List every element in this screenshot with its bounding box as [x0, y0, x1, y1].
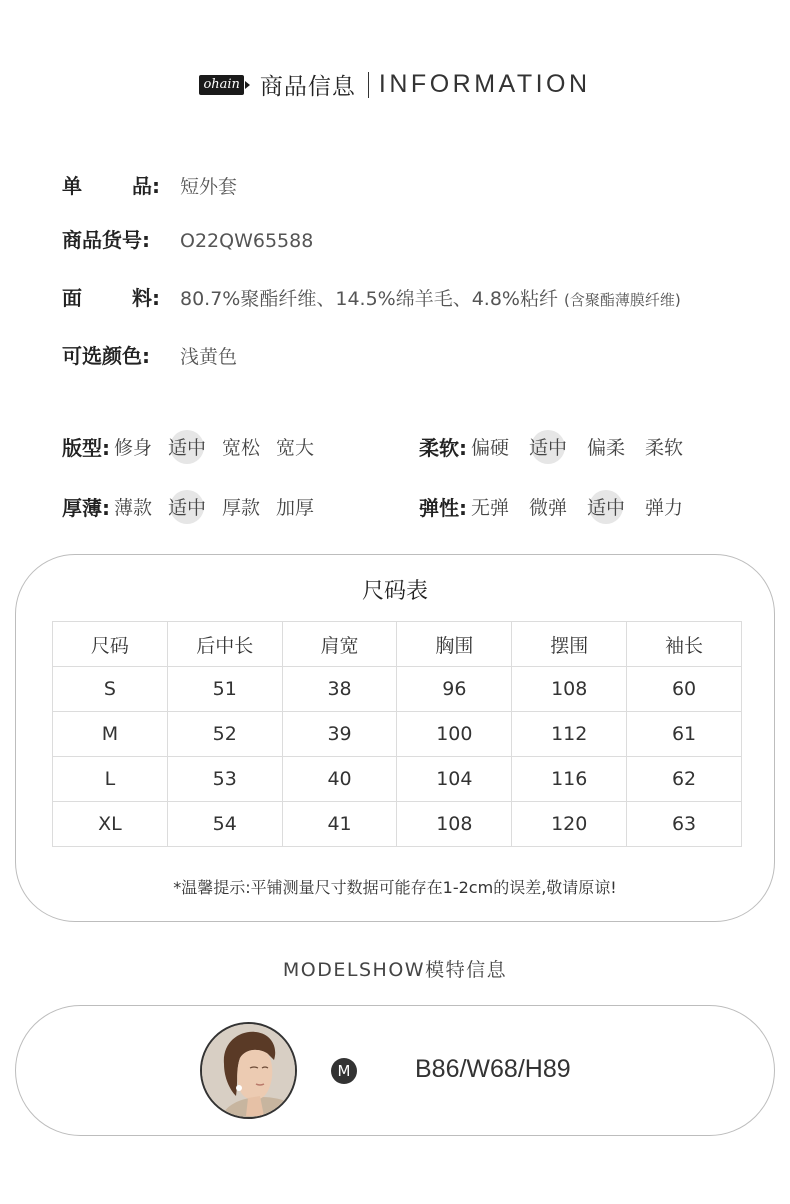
table-cell: 51	[167, 667, 282, 712]
attr-thickness-label: 厚薄:	[62, 496, 110, 520]
attr-elasticity-option: 无弹	[471, 497, 510, 519]
table-cell: 120	[512, 802, 627, 847]
model-size-badge: M	[331, 1058, 357, 1084]
attr-elasticity-option: 微弹	[529, 497, 568, 519]
attr-thickness-option: 薄款	[114, 497, 153, 519]
table-cell: 116	[512, 757, 627, 802]
table-cell: 60	[627, 667, 742, 712]
model-info-card	[15, 1005, 775, 1136]
logo-arrow-icon	[245, 81, 250, 89]
info-label-fabric	[62, 282, 160, 311]
info-value-sku: O22QW65588	[180, 230, 314, 252]
info-label-item-a: 单	[62, 174, 82, 198]
size-table-header: 肩宽	[282, 622, 397, 667]
table-cell: 96	[397, 667, 512, 712]
size-table-header: 尺码	[53, 622, 168, 667]
table-cell: 38	[282, 667, 397, 712]
size-table-header: 后中长	[167, 622, 282, 667]
table-cell: 54	[167, 802, 282, 847]
attr-elasticity-option-selected: 适中	[587, 493, 625, 520]
model-section-title: MODELSHOW模特信息	[282, 959, 508, 981]
attr-elasticity	[419, 492, 699, 521]
attr-fit-option-selected: 适中	[168, 433, 206, 460]
table-cell: S	[53, 667, 168, 712]
attr-softness-option: 柔软	[645, 437, 684, 459]
attr-fit	[62, 432, 330, 461]
size-chart-title: 尺码表	[361, 579, 428, 604]
attr-elasticity-label: 弹性:	[419, 496, 467, 520]
attr-softness-option: 偏硬	[471, 437, 510, 459]
table-cell: 61	[627, 712, 742, 757]
table-cell: 52	[167, 712, 282, 757]
table-row	[53, 667, 742, 712]
attr-thickness-option: 厚款	[222, 497, 261, 519]
info-value-color: 浅黄色	[180, 346, 238, 368]
attr-fit-option: 修身	[114, 437, 153, 459]
size-chart-note: *温馨提示:平铺测量尺寸数据可能存在1-2cm的误差,敬请原谅!	[173, 878, 617, 897]
info-row-fabric	[62, 282, 681, 311]
table-row	[53, 757, 742, 802]
attr-thickness-option-selected: 适中	[168, 493, 206, 520]
table-cell: M	[53, 712, 168, 757]
info-label-color: 可选颜色:	[62, 344, 150, 368]
attr-softness-label: 柔软:	[419, 436, 467, 460]
header-title-en: INFORMATION	[378, 70, 591, 98]
info-label-item-b: 品:	[132, 174, 160, 198]
attr-softness-option: 偏柔	[587, 437, 626, 459]
info-row-color	[62, 340, 237, 369]
info-label-fabric-b: 料:	[132, 286, 160, 310]
table-row	[53, 712, 742, 757]
model-avatar	[200, 1022, 297, 1119]
brand-logo	[199, 75, 249, 95]
attr-elasticity-option: 弹力	[645, 497, 684, 519]
table-cell: 40	[282, 757, 397, 802]
table-cell: 100	[397, 712, 512, 757]
header-title-cn: 商品信息	[259, 74, 356, 100]
attr-fit-label: 版型:	[62, 436, 110, 460]
info-value-fabric: 80.7%聚酯纤维、14.5%绵羊毛、4.8%粘纤	[180, 288, 558, 310]
table-cell: 62	[627, 757, 742, 802]
size-table-header-row	[53, 622, 742, 667]
model-portrait-image	[202, 1024, 297, 1119]
table-cell: 63	[627, 802, 742, 847]
info-label-fabric-a: 面	[62, 286, 82, 310]
info-label-item	[62, 170, 160, 199]
brand-logo-text: ohain	[199, 75, 243, 95]
attr-fit-option: 宽大	[276, 437, 315, 459]
header-divider	[368, 72, 369, 98]
table-cell: 53	[167, 757, 282, 802]
info-row-sku	[62, 224, 313, 253]
attr-softness	[419, 432, 699, 461]
attr-softness-option-selected: 适中	[529, 433, 567, 460]
model-measurements: B86/W68/H89	[415, 1055, 571, 1083]
attr-thickness	[62, 492, 330, 521]
table-cell: 108	[397, 802, 512, 847]
size-table-header: 胸围	[397, 622, 512, 667]
table-cell: 39	[282, 712, 397, 757]
attr-thickness-option: 加厚	[276, 497, 315, 519]
size-table	[52, 621, 742, 847]
table-cell: 104	[397, 757, 512, 802]
table-cell: 112	[512, 712, 627, 757]
table-row	[53, 802, 742, 847]
table-cell: XL	[53, 802, 168, 847]
info-value-item: 短外套	[180, 176, 238, 198]
attr-fit-option: 宽松	[222, 437, 261, 459]
info-note-fabric: (含聚酯薄膜纤维)	[564, 291, 681, 309]
info-row-item	[62, 170, 237, 199]
table-cell: L	[53, 757, 168, 802]
size-table-header: 摆围	[512, 622, 627, 667]
page-header	[0, 68, 790, 101]
size-table-header: 袖长	[627, 622, 742, 667]
table-cell: 108	[512, 667, 627, 712]
table-cell: 41	[282, 802, 397, 847]
info-label-sku: 商品货号:	[62, 228, 150, 252]
